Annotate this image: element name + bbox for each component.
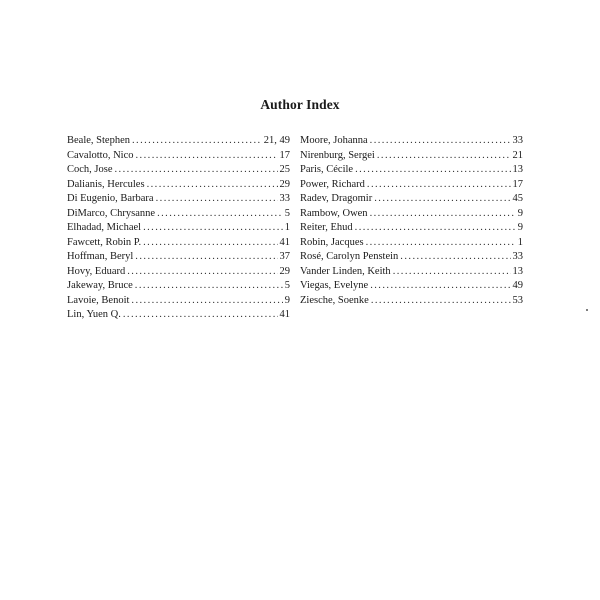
dot-leader [127,265,277,280]
index-entry [67,192,290,207]
page-numbers: 5 [284,280,290,291]
index-entry [300,178,523,193]
page-numbers: 9 [517,207,523,219]
dot-leader [355,163,510,178]
author-name: Lin, Yuen Q. [67,309,121,320]
index-entry [300,236,523,251]
dot-leader [131,294,282,309]
dot-leader [156,192,278,207]
dot-leader [371,294,511,309]
dot-leader [157,207,283,222]
dot-leader [393,265,511,280]
dot-leader [115,163,278,178]
author-name: Jakeway, Bruce [67,280,133,291]
scan-speck [586,309,588,311]
author-name: Beale, Stephen [67,135,130,146]
author-name: Hoffman, Beryl [67,251,134,262]
author-name: Power, Richard [300,178,365,190]
index-entry [67,134,290,149]
author-name: Robin, Jacques [300,236,364,248]
dot-leader [143,221,283,236]
dot-leader [135,279,283,294]
index-entry [300,250,523,265]
page-numbers: 37 [279,251,290,262]
author-name: Viegas, Evelyne [300,280,369,291]
index-entry [300,163,523,178]
author-name: Lavoie, Benoit [67,294,130,306]
index-entry [67,308,290,323]
author-name: Paris, Cécile [300,164,354,175]
dot-leader [136,149,278,164]
index-entry [67,178,290,193]
author-name: DiMarco, Chrysanne [67,207,156,219]
author-name: Reiter, Ehud [300,222,353,233]
dot-leader [366,236,516,251]
page-numbers: 5 [284,207,290,219]
page-numbers: 33 [512,135,523,146]
index-entry [67,294,290,309]
index-entry [300,265,523,280]
dot-leader [132,134,262,149]
index-entry [67,163,290,178]
page-numbers: 13 [512,164,523,175]
page-numbers: 25 [279,164,290,175]
index-entry [300,149,523,164]
index-entry [67,149,290,164]
author-name: Rambow, Owen [300,207,368,219]
page-numbers: 9 [284,294,290,306]
page-numbers: 1 [517,236,523,248]
index-entry [300,192,523,207]
page-numbers: 21 [512,149,523,161]
author-name: Di Eugenio, Barbara [67,193,154,204]
dot-leader [143,236,277,251]
page-numbers: 29 [279,265,290,277]
dot-leader [123,308,278,323]
index-entry [67,221,290,236]
author-name: Nirenburg, Sergei [300,149,375,161]
dot-leader [370,134,511,149]
dot-leader [370,207,516,222]
page-numbers: 41 [279,309,290,320]
page-numbers: 33 [512,251,523,262]
dot-leader [147,178,278,193]
dot-leader [377,149,511,164]
page-title: Author Index [260,97,340,112]
page-numbers: 45 [512,193,523,204]
page-numbers: 9 [517,222,523,233]
index-column-right [300,134,523,308]
index-entry [67,279,290,294]
index-entry [300,221,523,236]
index-entry [67,236,290,251]
index-entry [300,279,523,294]
index-entry [300,294,523,309]
index-entry [67,207,290,222]
index-column-left [67,134,290,323]
author-name: Ziesche, Soenke [300,294,369,306]
index-entry [300,134,523,149]
page-numbers: 17 [512,178,523,190]
author-name: Cavalotto, Nico [67,149,134,161]
author-name: Moore, Johanna [300,135,368,146]
page-numbers: 21, 49 [263,135,290,146]
dot-leader [355,221,516,236]
page-numbers: 49 [512,280,523,291]
page-numbers: 33 [279,193,290,204]
dot-leader [135,250,277,265]
index-entry [300,207,523,222]
author-name: Hovy, Eduard [67,265,126,277]
page-numbers: 13 [512,265,523,277]
author-name: Dalianis, Hercules [67,178,145,190]
author-name: Radev, Dragomir [300,193,373,204]
dot-leader [370,279,510,294]
page-numbers: 29 [279,178,290,190]
dot-leader [400,250,510,265]
author-name: Coch, Jose [67,164,113,175]
index-entry [67,250,290,265]
dot-leader [374,192,510,207]
page-numbers: 17 [279,149,290,161]
author-name: Elhadad, Michael [67,222,142,233]
index-entry [67,265,290,280]
author-name: Vander Linden, Keith [300,265,391,277]
page-numbers: 1 [284,222,290,233]
page-numbers: 41 [279,236,290,248]
dot-leader [367,178,511,193]
author-name: Fawcett, Robin P. [67,236,142,248]
author-name: Rosé, Carolyn Penstein [300,251,399,262]
page-numbers: 53 [512,294,523,306]
